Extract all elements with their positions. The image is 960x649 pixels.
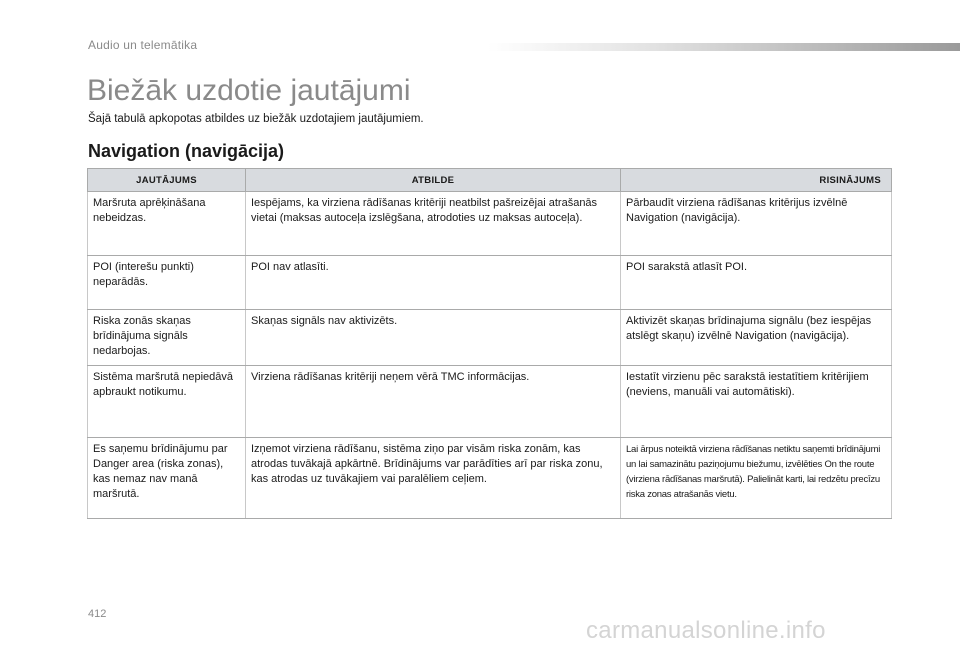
answer-cell: Virziena rādīšanas kritēriji neņem vērā TMC informācijas.: [246, 366, 621, 438]
table-row: [88, 256, 892, 310]
watermark: carmanualsonline.info: [586, 617, 826, 644]
page-title: Biežāk uzdotie jautājumi: [87, 74, 411, 107]
answer-cell: Skaņas signāls nav aktivizēts.: [246, 310, 621, 366]
solution-cell: Lai ārpus noteiktā virziena rādīšanas netiktu saņemti brīdinājumi un lai samazinātu paziņojumu biežumu, izvēlēties On the route (virziena rādīšanas maršrutā). Palielināt karti, lai redzētu precīzu riska zonas atrašanās vietu.: [621, 438, 892, 519]
question-cell: Riska zonās skaņas brīdinājuma signāls nedarbojas.: [88, 310, 246, 366]
column-header-question: JAUTĀJUMS: [88, 169, 246, 192]
table-row: [88, 192, 892, 256]
solution-cell: Aktivizēt skaņas brīdinajuma signālu (bez iespējas atslēgt skaņu) izvēlnē Navigation (navigācija).: [621, 310, 892, 366]
answer-cell: POI nav atlasīti.: [246, 256, 621, 310]
table-header-row: [88, 169, 892, 192]
table-row: [88, 310, 892, 366]
header-bar: [488, 43, 960, 51]
intro-text: Šajā tabulā apkopotas atbildes uz biežāk uzdotajiem jautājumiem.: [88, 113, 424, 125]
solution-cell: Pārbaudīt virziena rādīšanas kritērijus izvēlnē Navigation (navigācija).: [621, 192, 892, 256]
solution-cell: Iestatīt virzienu pēc sarakstā iestatītiem kritērijiem (neviens, manuāli vai automātiski).: [621, 366, 892, 438]
page-number: 412: [88, 608, 107, 620]
table-row: [88, 366, 892, 438]
section-label: Audio un telemātika: [88, 38, 198, 52]
column-header-answer: ATBILDE: [246, 169, 621, 192]
solution-cell: POI sarakstā atlasīt POI.: [621, 256, 892, 310]
question-cell: POI (interešu punkti) neparādās.: [88, 256, 246, 310]
question-cell: Es saņemu brīdinājumu par Danger area (riska zonas), kas nemaz nav manā maršrutā.: [88, 438, 246, 519]
faq-table: [87, 168, 892, 519]
question-cell: Maršruta aprēķināšana nebeidzas.: [88, 192, 246, 256]
answer-cell: Iespējams, ka virziena rādīšanas kritēriji neatbilst pašreizējai atrašanās vietai (maksas autoceļa izslēgšana, atrodoties uz maksas autoceļa).: [246, 192, 621, 256]
column-header-solution: RISINĀJUMS: [621, 169, 892, 192]
section-subtitle: Navigation (navigācija): [88, 141, 285, 161]
table-row: [88, 438, 892, 519]
question-cell: Sistēma maršrutā nepiedāvā apbraukt notikumu.: [88, 366, 246, 438]
answer-cell: Izņemot virziena rādīšanu, sistēma ziņo par visām riska zonām, kas atrodas tuvākajā apkārtnē. Brīdinājums var parādīties arī par riska zonu, kas atrodas uz tuvākajiem vai paralēliem ceļiem.: [246, 438, 621, 519]
